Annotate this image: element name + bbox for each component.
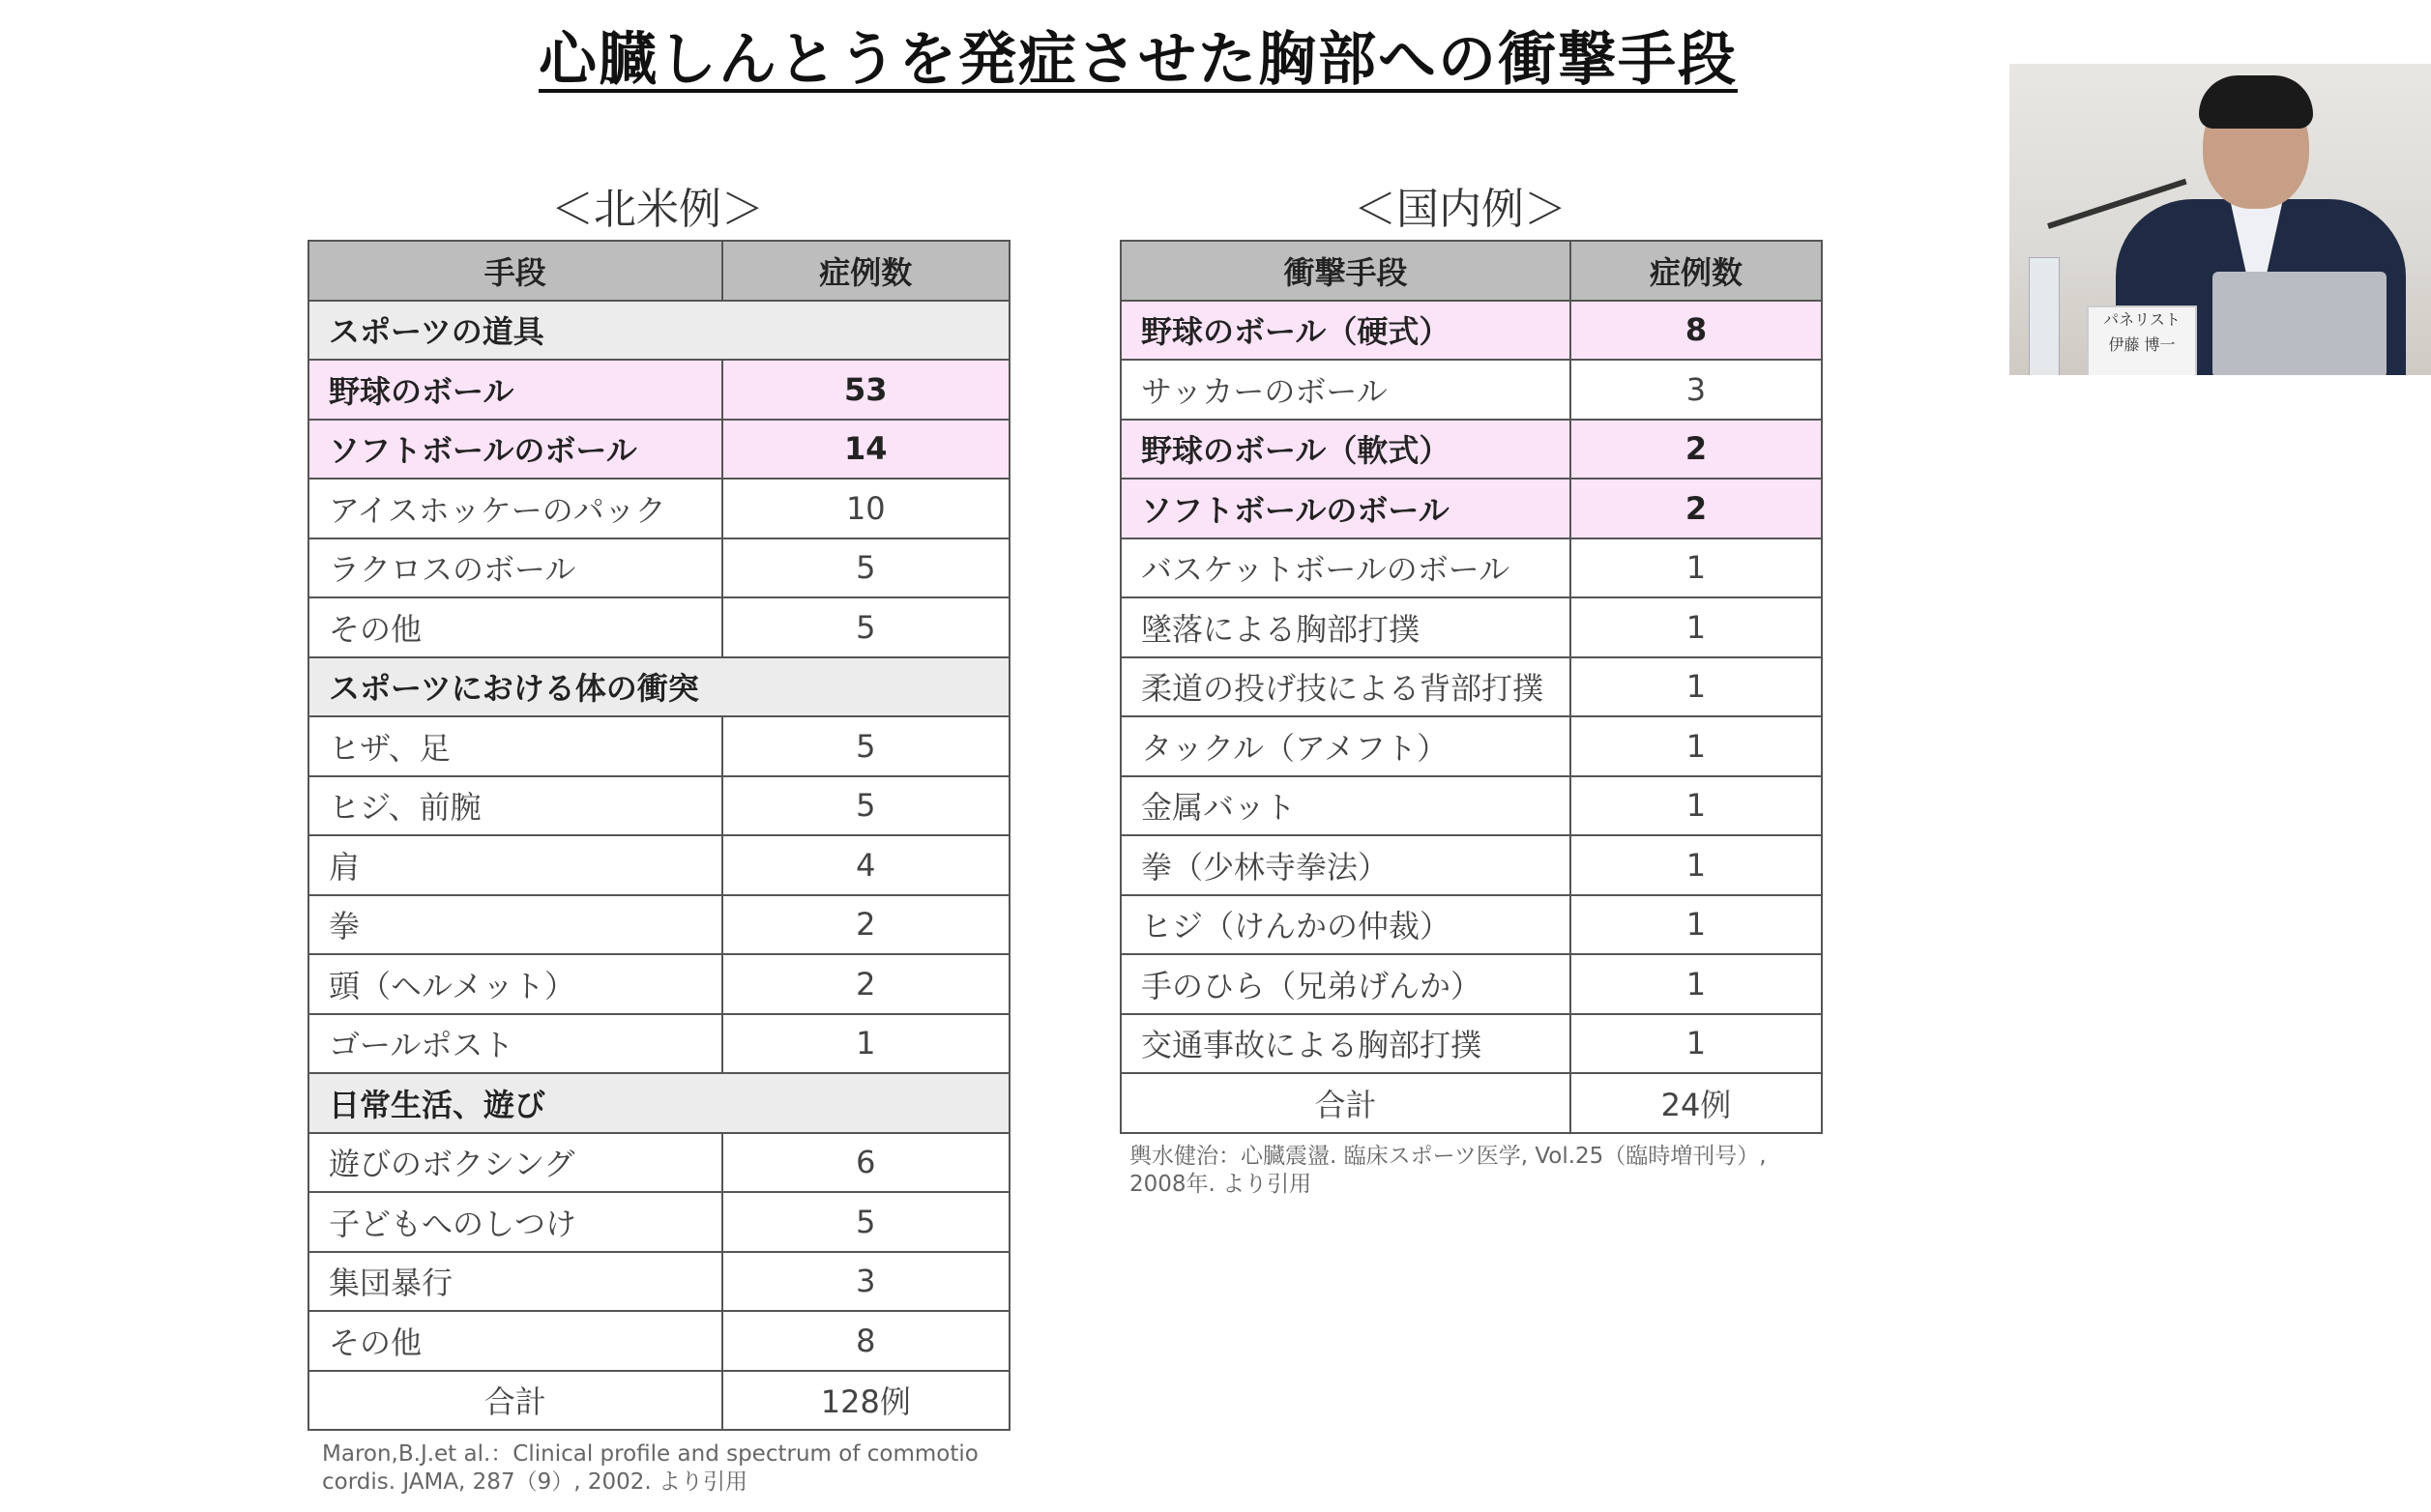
- table-row: [308, 835, 1010, 895]
- method-cell: 遊びのボクシング: [308, 1133, 722, 1193]
- case-count-cell: 8: [1570, 301, 1822, 361]
- table-row: [308, 360, 1010, 420]
- category-label: スポーツにおける体の衝突: [308, 657, 1010, 717]
- method-cell: 手のひら（兄弟げんか）: [1121, 954, 1570, 1014]
- method-cell: ソフトボールのボール: [1121, 479, 1570, 538]
- table-row: [308, 1133, 1010, 1193]
- case-count-cell: 1: [1570, 538, 1822, 598]
- table-header-row: [1121, 241, 1822, 301]
- case-count-cell: 8: [722, 1311, 1010, 1371]
- method-cell: 野球のボール（軟式）: [1121, 420, 1570, 480]
- column-header-method: 衝撃手段: [1121, 241, 1570, 301]
- table-row: [1121, 1014, 1822, 1074]
- category-row: [308, 657, 1010, 717]
- case-count-cell: 5: [722, 538, 1010, 598]
- case-count-cell: 1: [1570, 776, 1822, 836]
- case-count-cell: 2: [1570, 479, 1822, 538]
- table-row: [308, 1014, 1010, 1074]
- total-label: 合計: [1121, 1073, 1570, 1133]
- table-row: [1121, 360, 1822, 420]
- name-plate-role: パネリスト: [2103, 310, 2181, 329]
- table-row: [1121, 835, 1822, 895]
- table-row: [308, 716, 1010, 776]
- total-row: [308, 1371, 1010, 1431]
- table-row: [308, 954, 1010, 1014]
- table-row: [308, 597, 1010, 657]
- table-header-row: [308, 241, 1010, 301]
- total-row: [1121, 1073, 1822, 1133]
- method-cell: 金属バット: [1121, 776, 1570, 836]
- case-count-cell: 1: [1570, 657, 1822, 717]
- method-cell: 子どもへのしつけ: [308, 1192, 722, 1252]
- total-value: 128例: [722, 1371, 1010, 1431]
- method-cell: ヒザ、足: [308, 716, 722, 776]
- case-count-cell: 1: [1570, 1014, 1822, 1074]
- total-label: 合計: [308, 1371, 722, 1431]
- north-america-source: Maron,B.J.et al.：Clinical profile and spectrum of commotio cordis. JAMA, 287（9）, 2002. より引用: [322, 1441, 979, 1495]
- category-row: [308, 301, 1010, 361]
- method-cell: 拳: [308, 895, 722, 955]
- table-row: [308, 895, 1010, 955]
- table-row: [1121, 420, 1822, 480]
- case-count-cell: 4: [722, 835, 1010, 895]
- case-count-cell: 1: [1570, 954, 1822, 1014]
- table-row: [1121, 776, 1822, 836]
- case-count-cell: 2: [1570, 420, 1822, 480]
- table-row: [1121, 716, 1822, 776]
- method-cell: ヒジ、前腕: [308, 776, 722, 836]
- table-row: [1121, 479, 1822, 538]
- method-cell: 集団暴行: [308, 1252, 722, 1312]
- method-cell: 頭（ヘルメット）: [308, 954, 722, 1014]
- speaker-hair: [2199, 75, 2313, 129]
- column-header-cases: 症例数: [1570, 241, 1822, 301]
- table-row: [308, 1252, 1010, 1312]
- case-count-cell: 1: [1570, 716, 1822, 776]
- case-count-cell: 1: [722, 1014, 1010, 1074]
- case-count-cell: 14: [722, 420, 1010, 480]
- method-cell: その他: [308, 597, 722, 657]
- method-cell: バスケットボールのボール: [1121, 538, 1570, 598]
- method-cell: 墜落による胸部打撲: [1121, 597, 1570, 657]
- north-america-heading: ＜北米例＞: [551, 185, 764, 234]
- speaker-video-feed: [2009, 64, 2431, 375]
- case-count-cell: 1: [1570, 597, 1822, 657]
- japan-heading: ＜国内例＞: [1354, 185, 1567, 234]
- total-value: 24例: [1570, 1073, 1822, 1133]
- japan-table: [1120, 240, 1823, 1134]
- method-cell: その他: [308, 1311, 722, 1371]
- method-cell: 柔道の投げ技による背部打撲: [1121, 657, 1570, 717]
- case-count-cell: 2: [722, 954, 1010, 1014]
- table-row: [1121, 538, 1822, 598]
- case-count-cell: 3: [722, 1252, 1010, 1312]
- table-row: [1121, 301, 1822, 361]
- method-cell: 野球のボール（硬式）: [1121, 301, 1570, 361]
- table-row: [1121, 895, 1822, 955]
- method-cell: 拳（少林寺拳法）: [1121, 835, 1570, 895]
- case-count-cell: 3: [1570, 360, 1822, 420]
- table-row: [308, 1311, 1010, 1371]
- method-cell: 交通事故による胸部打撲: [1121, 1014, 1570, 1074]
- water-bottle: [2029, 257, 2060, 375]
- table-row: [308, 776, 1010, 836]
- north-america-table: [308, 240, 1010, 1431]
- case-count-cell: 1: [1570, 835, 1822, 895]
- table-row: [1121, 954, 1822, 1014]
- case-count-cell: 1: [1570, 895, 1822, 955]
- case-count-cell: 6: [722, 1133, 1010, 1193]
- case-count-cell: 53: [722, 360, 1010, 420]
- case-count-cell: 2: [722, 895, 1010, 955]
- column-header-method: 手段: [308, 241, 722, 301]
- method-cell: ゴールポスト: [308, 1014, 722, 1074]
- method-cell: アイスホッケーのパック: [308, 479, 722, 538]
- table-row: [1121, 657, 1822, 717]
- japan-source: 輿水健治：心臓震盪. 臨床スポーツ医学, Vol.25（臨時増刊号）, 2008年. より引用: [1129, 1144, 1767, 1197]
- method-cell: 肩: [308, 835, 722, 895]
- name-plate: [2087, 305, 2197, 375]
- laptop: [2212, 272, 2387, 375]
- case-count-cell: 5: [722, 1192, 1010, 1252]
- case-count-cell: 5: [722, 776, 1010, 836]
- method-cell: サッカーのボール: [1121, 360, 1570, 420]
- table-row: [308, 1192, 1010, 1252]
- table-row: [308, 479, 1010, 538]
- category-label: 日常生活、遊び: [308, 1073, 1010, 1133]
- method-cell: 野球のボール: [308, 360, 722, 420]
- case-count-cell: 5: [722, 597, 1010, 657]
- method-cell: ラクロスのボール: [308, 538, 722, 598]
- method-cell: ソフトボールのボール: [308, 420, 722, 480]
- slide-title: 心臓しんとうを発症させた胸部への衝撃手段: [539, 26, 1738, 94]
- category-label: スポーツの道具: [308, 301, 1010, 361]
- table-row: [308, 538, 1010, 598]
- method-cell: タックル（アメフト）: [1121, 716, 1570, 776]
- case-count-cell: 5: [722, 716, 1010, 776]
- category-row: [308, 1073, 1010, 1133]
- table-row: [1121, 597, 1822, 657]
- column-header-cases: 症例数: [722, 241, 1010, 301]
- table-row: [308, 420, 1010, 480]
- case-count-cell: 10: [722, 479, 1010, 538]
- name-plate-name: 伊藤 博一: [2108, 335, 2176, 354]
- method-cell: ヒジ（けんかの仲裁）: [1121, 895, 1570, 955]
